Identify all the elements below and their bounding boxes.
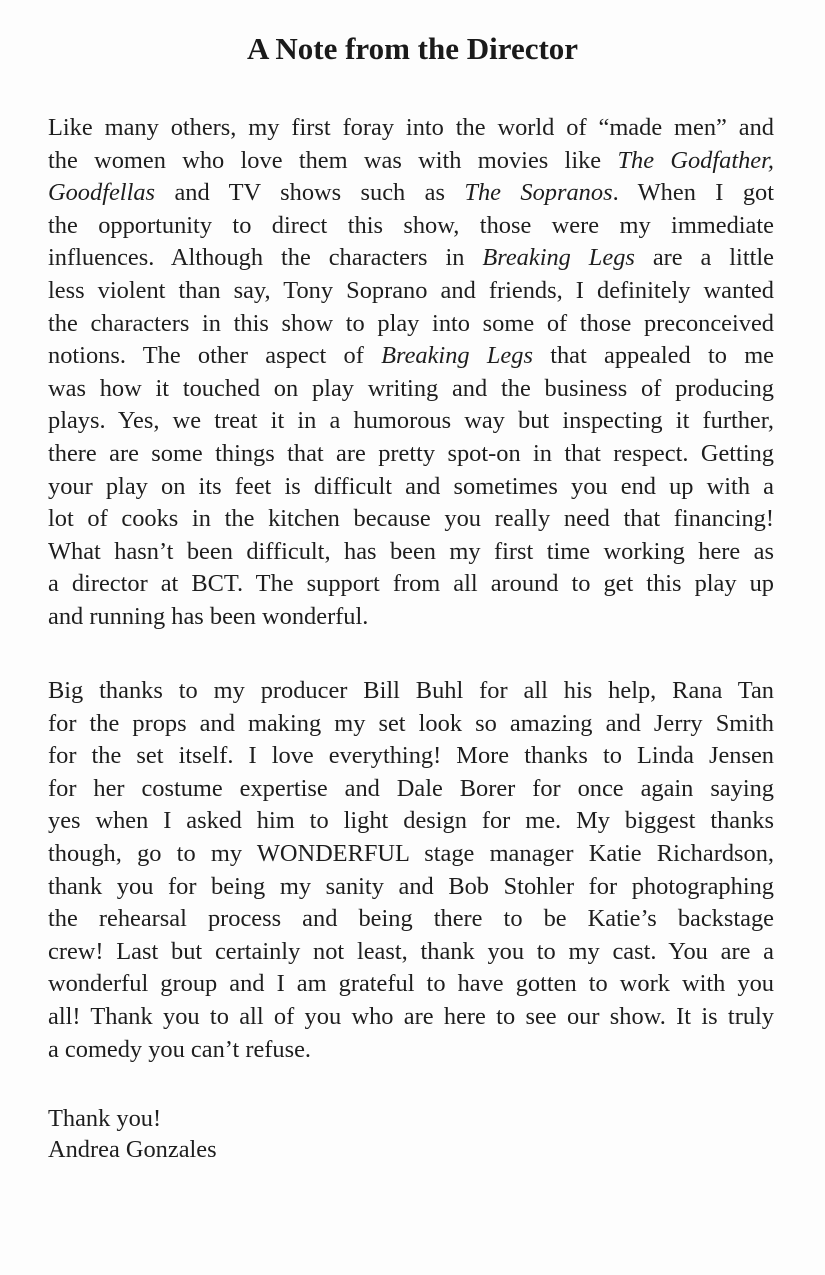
text-run: and running has been wonderful. — [48, 602, 369, 630]
paragraph-intro — [48, 112, 774, 634]
text-run: are a little — [634, 244, 774, 272]
text-line — [48, 308, 774, 341]
text-line — [48, 177, 774, 210]
text-run: lot of cooks in the kitchen because you really need that financing! — [48, 505, 774, 533]
text-run: for the props and making my set look so amazing and Jerry Smith — [48, 709, 774, 737]
sign-off — [48, 1103, 217, 1165]
text-run: there are some things that are pretty spot-on in that respect. Getting — [48, 439, 774, 467]
text-line — [48, 708, 774, 741]
text-line — [48, 405, 774, 438]
text-run: for the set itself. I love everything! More thanks to Linda Jensen — [48, 742, 774, 770]
italic-title: Goodfellas — [48, 179, 156, 207]
text-line — [48, 373, 774, 406]
text-run: the characters in this show to play into some of those preconceived — [48, 309, 774, 337]
signature-name: Andrea Gonzales — [48, 1136, 217, 1163]
text-run: influences. Although the characters in — [48, 244, 483, 272]
text-run: and TV shows such as — [155, 179, 465, 207]
page-title: A Note from the Director — [246, 31, 579, 66]
text-run: less violent than say, Tony Soprano and friends, I definitely wanted — [48, 276, 774, 304]
italic-title: Breaking Legs — [482, 244, 635, 272]
text-run: for her costume expertise and Dale Borer for once again saying — [48, 774, 774, 802]
text-run: the opportunity to direct this show, those were my immediate — [48, 211, 774, 239]
text-line — [48, 145, 774, 178]
closing-text: Thank you! — [48, 1105, 162, 1132]
text-line — [48, 568, 774, 601]
text-run: was how it touched on play writing and the business of producing — [48, 374, 774, 402]
text-line — [48, 471, 774, 504]
text-run: crew! Last but certainly not least, thank you to my cast. You are a — [48, 937, 774, 965]
text-line — [48, 210, 774, 243]
text-run: Big thanks to my producer Bill Buhl for all his help, Rana Tan — [48, 677, 774, 704]
text-line — [48, 438, 774, 471]
text-run: notions. The other aspect of — [48, 342, 382, 370]
text-line — [48, 936, 774, 969]
italic-title: The Sopranos — [464, 179, 613, 207]
text-line — [48, 601, 774, 634]
text-run: . When I got — [612, 179, 775, 207]
text-line — [48, 968, 774, 1001]
text-run: What hasn’t been difficult, has been my first time working here as — [48, 537, 774, 565]
text-run: thank you for being my sanity and Bob Stohler for photographing — [48, 872, 774, 900]
text-run: though, go to my WONDERFUL stage manager Katie Richardson, — [48, 839, 774, 867]
italic-title: Breaking Legs — [381, 342, 533, 370]
text-run: your play on its feet is difficult and sometimes you end up with a — [48, 472, 774, 500]
text-run: yes when I asked him to light design for me. My biggest thanks — [48, 807, 774, 835]
text-line — [48, 805, 774, 838]
text-line — [48, 1034, 774, 1067]
text-run: Like many others, my first foray into the world of “made men” and — [48, 114, 774, 141]
text-run: plays. Yes, we treat it in a humorous way but inspecting it further, — [48, 407, 774, 435]
text-run: wonderful group and I am grateful to have gotten to work with you — [48, 970, 774, 998]
text-line — [48, 275, 774, 308]
text-line — [48, 871, 774, 904]
text-run: a director at BCT. The support from all around to get this play up — [48, 570, 774, 598]
text-line — [48, 536, 774, 569]
text-line — [48, 242, 774, 275]
text-run: that appealed to me — [532, 342, 774, 370]
text-line — [48, 112, 774, 145]
text-run: all! Thank you to all of you who are here to see our show. It is truly — [48, 1002, 774, 1030]
text-line — [48, 773, 774, 806]
text-line — [48, 740, 774, 773]
text-line — [48, 675, 774, 708]
text-run: the women who love them was with movies like — [48, 146, 618, 174]
italic-title: The Godfather, — [617, 146, 775, 174]
text-line — [48, 340, 774, 373]
text-line — [48, 1001, 774, 1034]
text-run: a comedy you can’t refuse. — [48, 1035, 311, 1063]
text-line — [48, 903, 774, 936]
text-line — [48, 503, 774, 536]
text-run: the rehearsal process and being there to be Katie’s backstage — [48, 905, 774, 933]
paragraph-thanks — [48, 675, 774, 1066]
text-line — [48, 838, 774, 871]
